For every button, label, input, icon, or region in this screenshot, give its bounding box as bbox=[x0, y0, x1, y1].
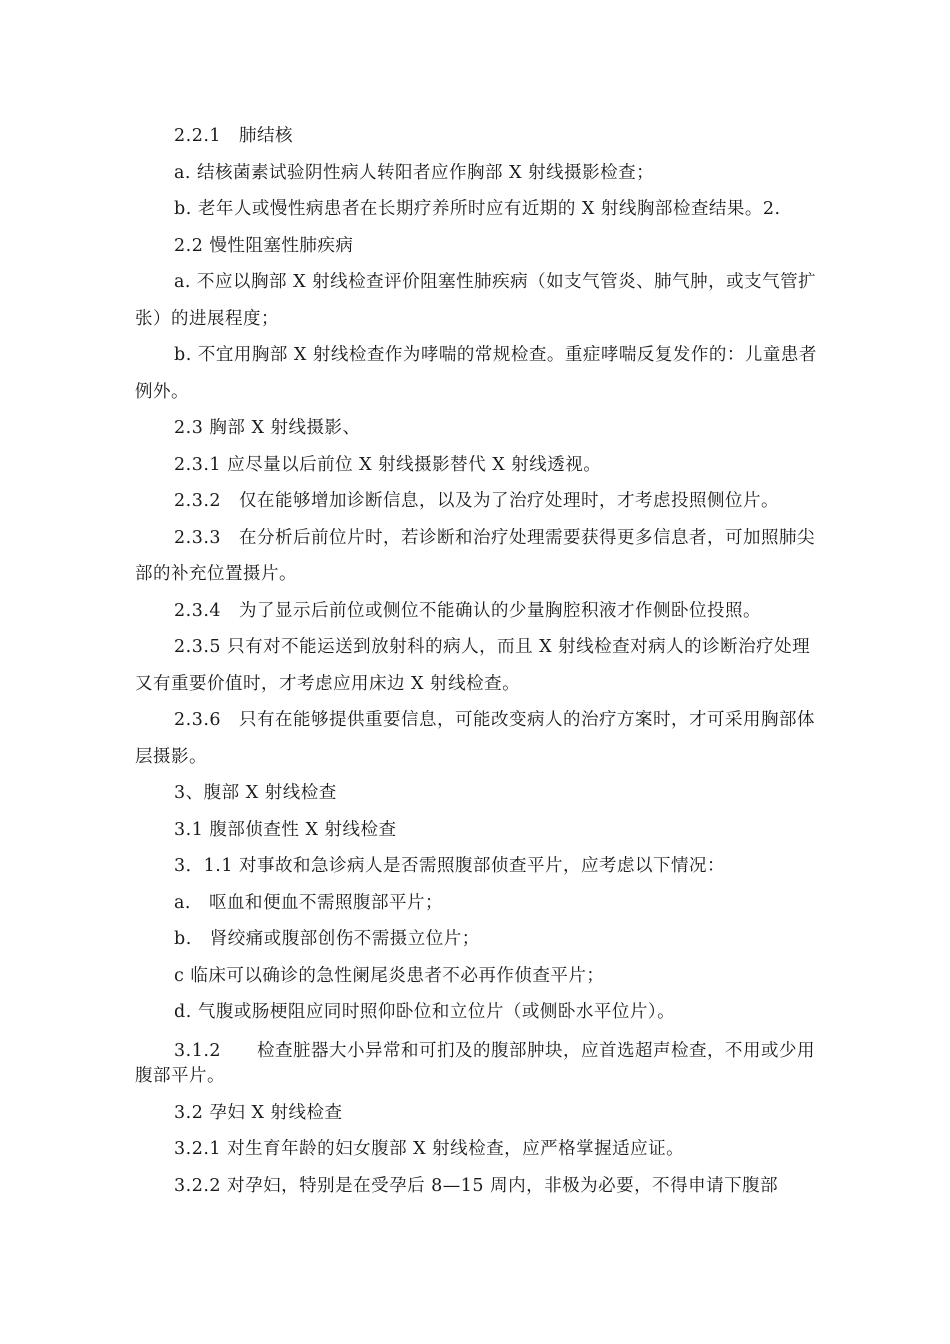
list-item: d. 气腹或肠梗阻应同时照仰卧位和立位片（或侧卧水平位片）。 bbox=[174, 1002, 676, 1022]
heading-2-2-1: 2.2.1 肺结核 bbox=[174, 126, 294, 146]
paragraph: 2.3.1 应尽量以后前位 X 射线摄影替代 X 射线透视。 bbox=[174, 454, 602, 475]
heading-3-1: 3.1 腹部侦查性 X 射线检查 bbox=[174, 819, 397, 840]
paragraph: 2.3.5 只有对不能运送到放射科的病人，而且 X 射线检查对病人的诊断治疗处理又有重要价值时，才考虑应用床边 X 射线检查。 bbox=[135, 637, 811, 694]
paragraph: b. 老年人或慢性病患者在长期疗养所时应有近期的 X 射线胸部检查结果。2. bbox=[174, 199, 781, 219]
list-item: c 临床可以确诊的急性阑尾炎患者不必再作侦查平片； bbox=[174, 965, 605, 986]
heading-2-3: 2.3 胸部 X 射线摄影、 bbox=[174, 418, 361, 438]
paragraph: 3.1.2 检查脏器大小异常和可扪及的腹部肿块，应首选超声检查，不用或少用腹部平片。 bbox=[135, 1040, 816, 1086]
list-item: a. 呕血和便血不需照腹部平片； bbox=[174, 892, 443, 913]
document-body bbox=[135, 118, 817, 1204]
paragraph: a. 结核菌素试验阴性病人转阳者应作胸部 X 射线摄影检查； bbox=[174, 162, 655, 183]
paragraph: 3.2.1 对生育年龄的妇女腹部 X 射线检查，应严格掌握适应证。 bbox=[174, 1139, 685, 1159]
heading-2-2: 2.2 慢性阻塞性肺疾病 bbox=[174, 235, 354, 256]
paragraph: 2.3.3 在分析后前位片时，若诊断和治疗处理需要获得更多信息者，可加照肺尖部的补充位置摄片。 bbox=[135, 527, 816, 584]
heading-3-2: 3.2 孕妇 X 射线检查 bbox=[174, 1102, 343, 1123]
paragraph: 2.3.6 只有在能够提供重要信息，可能改变病人的治疗方案时，才可采用胸部体层摄影。 bbox=[135, 710, 816, 767]
paragraph: b. 不宜用胸部 X 射线检查作为哮喘的常规检查。重症哮喘反复发作的：儿童患者例外。 bbox=[135, 345, 817, 402]
paragraph: 3.2.2 对孕妇，特别是在受孕后 8—15 周内，非极为必要，不得申请下腹部 bbox=[174, 1175, 779, 1196]
list-item: b. 肾绞痛或腹部创伤不需摄立位片； bbox=[174, 929, 480, 949]
paragraph: 3．1.1 对事故和急诊病人是否需照腹部侦查平片，应考虑以下情况： bbox=[174, 856, 726, 876]
paragraph: 2.3.2 仅在能够增加诊断信息，以及为了治疗处理时，才考虑投照侧位片。 bbox=[174, 491, 780, 511]
paragraph: a. 不应以胸部 X 射线检查评价阻塞性肺疾病（如支气管炎、肺气肿，或支气管扩张）的进展程度； bbox=[135, 272, 817, 329]
heading-3: 3、腹部 X 射线检查 bbox=[174, 783, 337, 803]
paragraph: 2.3.4 为了显示后前位或侧位不能确认的少量胸腔积液才作侧卧位投照。 bbox=[174, 600, 762, 621]
